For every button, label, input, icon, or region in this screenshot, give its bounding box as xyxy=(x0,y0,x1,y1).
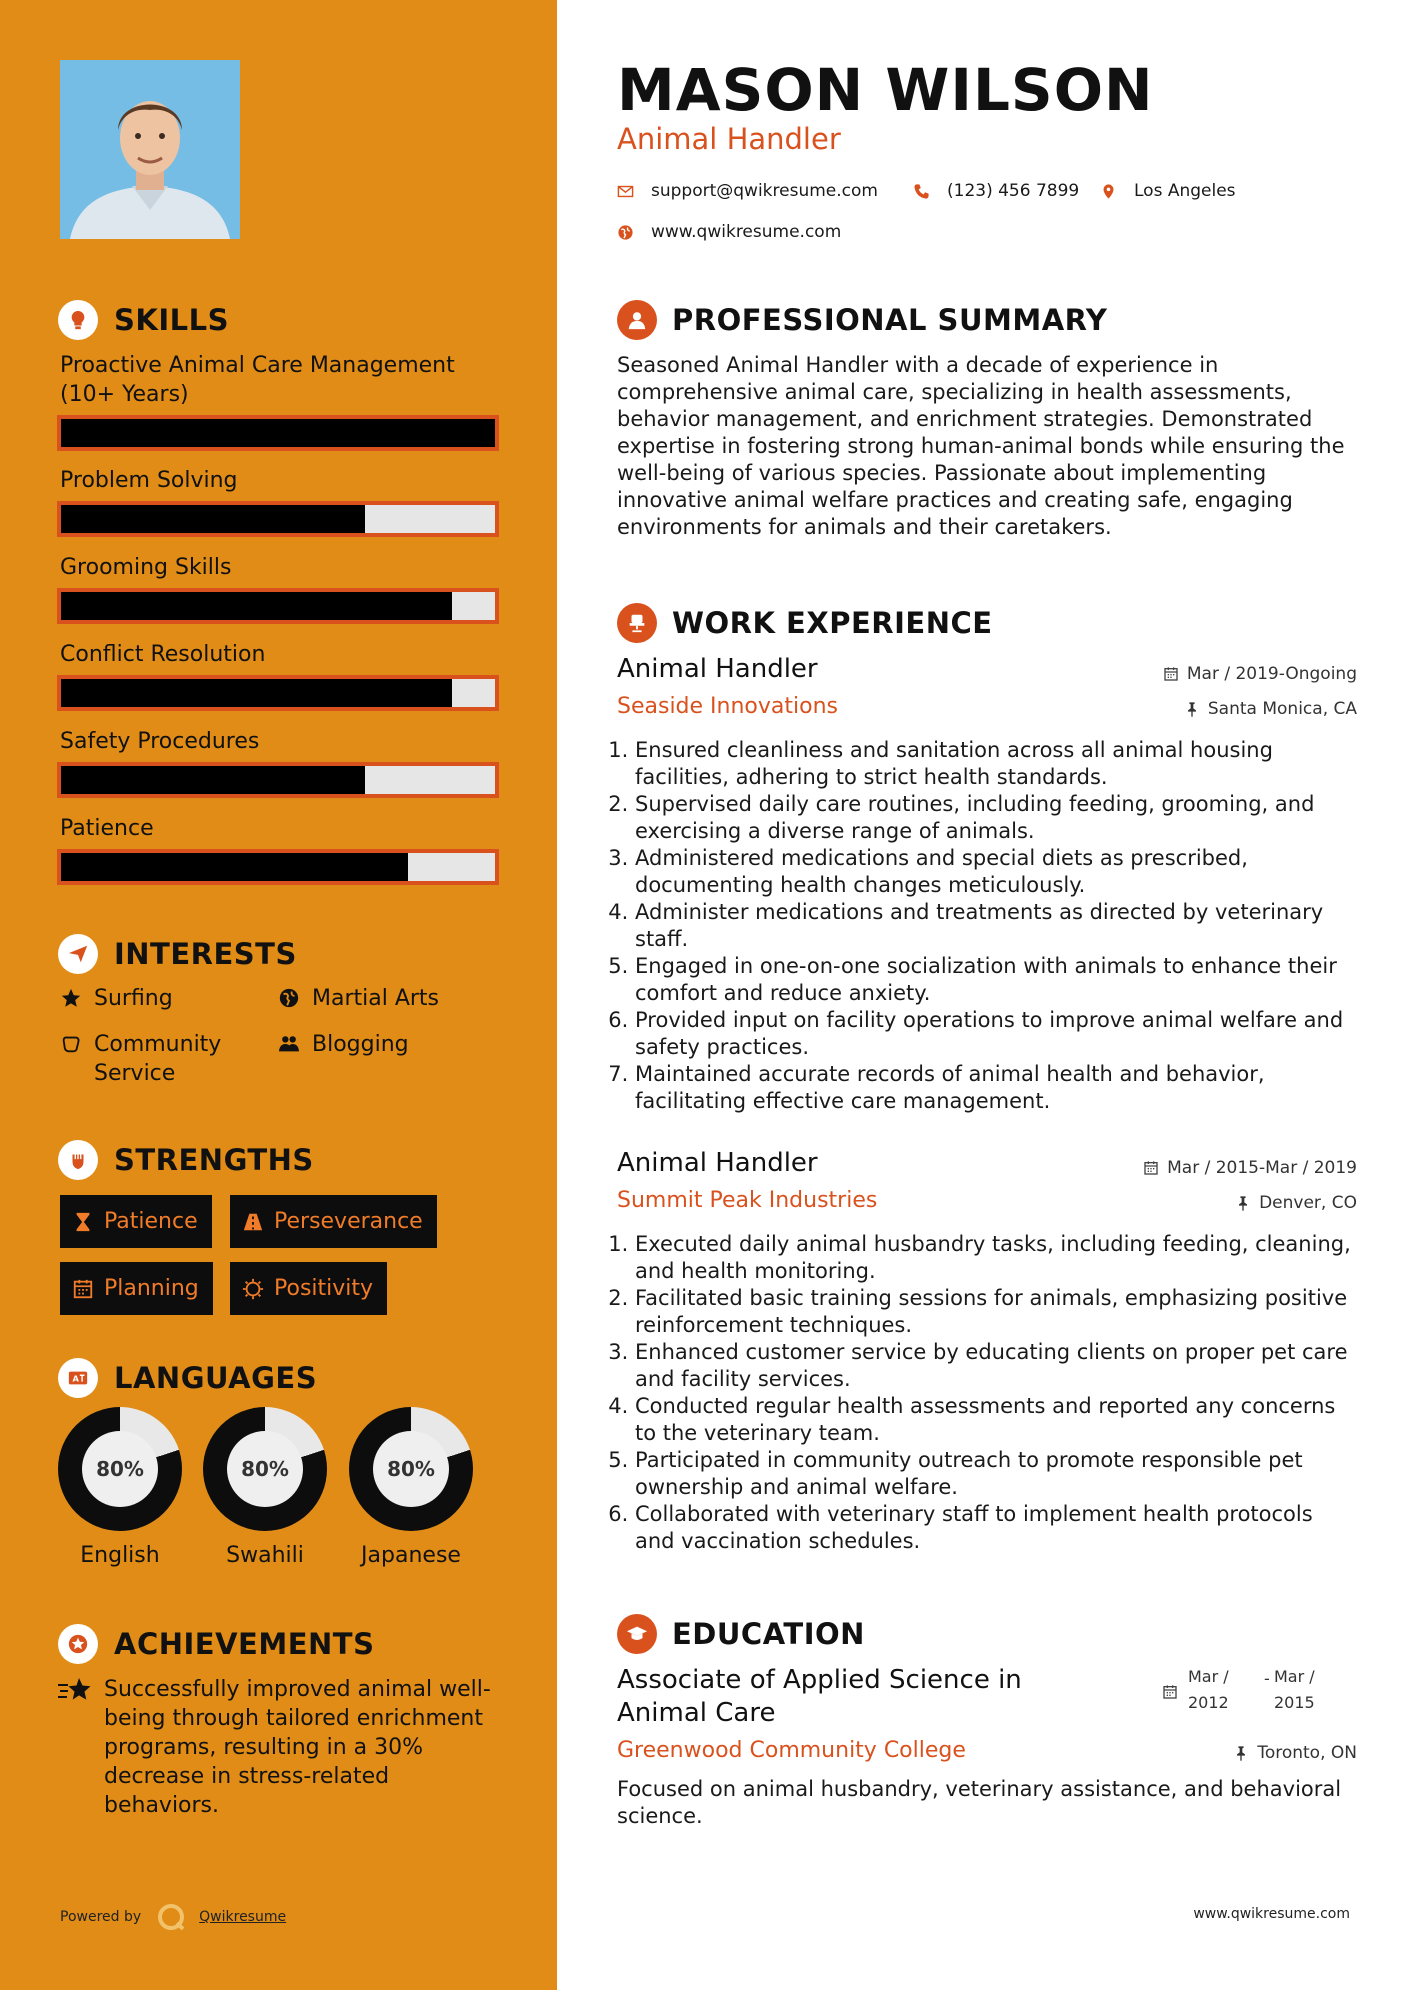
sun-icon xyxy=(242,1278,264,1300)
language-ring xyxy=(203,1407,327,1531)
trophy-star-icon xyxy=(58,1677,92,1705)
education-location-text: Toronto, ON xyxy=(1257,1743,1357,1763)
job-dates-text: Mar / 2015-Mar / 2019 xyxy=(1167,1158,1357,1178)
job-title: Animal Handler xyxy=(617,654,818,684)
road-icon xyxy=(242,1211,264,1233)
skill-item xyxy=(60,351,500,451)
education-location xyxy=(1233,1743,1357,1763)
experience-heading xyxy=(617,603,993,643)
language-name: Swahili xyxy=(226,1543,304,1568)
language-item xyxy=(203,1407,327,1568)
language-percent: 80% xyxy=(227,1431,303,1507)
job-bullet: 6. Collaborated with veterinary staff to implement health protocols and vaccination schedules. xyxy=(635,1501,1357,1555)
fist-icon xyxy=(58,1140,98,1180)
summary-title: PROFESSIONAL SUMMARY xyxy=(672,303,1108,337)
calendar-icon xyxy=(1143,1160,1159,1176)
strengths-heading xyxy=(58,1140,314,1180)
interest-label: Community Service xyxy=(94,1032,222,1086)
job-location xyxy=(1184,699,1357,719)
globe-icon xyxy=(278,987,300,1009)
calendar-icon xyxy=(1163,666,1179,682)
job-title: Animal Handler xyxy=(617,1148,818,1178)
skill-item xyxy=(60,727,500,798)
calendar-icon xyxy=(72,1278,94,1300)
summary-text: Seasoned Animal Handler with a decade of experience in comprehensive animal care, specializing in health assessments, behavior management, and enrichment strategies. Demonstrated expertise in fostering strong human-animal bonds while ensuring the well-being of various species. Passionate about implementing innovative animal welfare practices and creating safe, engaging environments for animals and their caretakers. xyxy=(617,353,1345,539)
skill-name: Patience xyxy=(60,816,154,841)
strength-tag xyxy=(60,1195,212,1248)
pushpin-icon xyxy=(1235,1195,1251,1211)
hand-icon xyxy=(60,1033,82,1055)
job-bullet: 4. Administer medications and treatments as directed by veterinary staff. xyxy=(635,899,1357,953)
skill-bar xyxy=(57,415,499,451)
skill-name: Grooming Skills xyxy=(60,555,232,580)
skill-bar-fill xyxy=(61,853,408,881)
phone-text: (123) 456 7899 xyxy=(947,181,1080,201)
education-start: Mar / 2012 xyxy=(1188,1667,1229,1712)
job-bullet: 3. Administered medications and special diets as prescribed, documenting health changes meticulously. xyxy=(635,845,1357,899)
footer-url[interactable]: www.qwikresume.com xyxy=(1193,1906,1350,1922)
summary-heading xyxy=(617,300,1107,340)
paper-plane-icon xyxy=(58,934,98,974)
job-bullet: 5. Participated in community outreach to promote responsible pet ownership and animal welfare. xyxy=(635,1447,1357,1501)
education-separator: - xyxy=(1264,1669,1270,1688)
location-text: Los Angeles xyxy=(1134,181,1236,201)
interest-item xyxy=(60,984,173,1013)
language-icon xyxy=(58,1358,98,1398)
interest-item xyxy=(278,984,439,1013)
job-bullet: 2. Facilitated basic training sessions for animals, emphasizing positive reinforcement techniques. xyxy=(635,1285,1357,1339)
skill-bar xyxy=(57,849,499,885)
skill-item xyxy=(60,814,500,885)
language-percent: 80% xyxy=(82,1431,158,1507)
skill-name: Proactive Animal Care Management (10+ Years) xyxy=(60,353,455,407)
job-dates-text: Mar / 2019-Ongoing xyxy=(1186,664,1357,684)
users-icon xyxy=(278,1033,300,1055)
job-bullet: 3. Enhanced customer service by educating clients on proper pet care and facility services. xyxy=(635,1339,1357,1393)
powered-by xyxy=(60,1903,286,1931)
strengths-title: STRENGTHS xyxy=(114,1143,314,1177)
interests-heading xyxy=(58,934,297,974)
achievements-title: ACHIEVEMENTS xyxy=(114,1627,375,1661)
language-item xyxy=(58,1407,182,1568)
job-location-text: Santa Monica, CA xyxy=(1207,699,1357,719)
phone-icon xyxy=(913,183,930,200)
contact-website[interactable] xyxy=(617,222,841,242)
envelope-icon xyxy=(617,183,634,200)
skill-bar-fill xyxy=(61,505,365,533)
language-item xyxy=(349,1407,473,1568)
skill-bar xyxy=(57,501,499,537)
skill-bar xyxy=(57,675,499,711)
strength-label: Planning xyxy=(104,1276,199,1301)
education-title: EDUCATION xyxy=(672,1617,865,1651)
strength-tag xyxy=(230,1195,437,1248)
education-end: Mar / 2015 xyxy=(1274,1667,1315,1712)
achievement-text: Successfully improved animal well-being through tailored enrichment programs, resulting in a 30% decrease in stress-related behaviors. xyxy=(104,1677,491,1818)
candidate-name: MASON WILSON xyxy=(617,56,1154,124)
skill-bar-fill xyxy=(61,419,495,447)
contact-phone[interactable] xyxy=(913,181,1079,201)
email-text: support@qwikresume.com xyxy=(651,181,878,201)
interest-item xyxy=(60,1030,250,1088)
job-bullet: 2. Supervised daily care routines, including feeding, grooming, and exercising a diverse range of animals. xyxy=(635,791,1357,845)
skill-item xyxy=(60,466,500,537)
interests-title: INTERESTS xyxy=(114,937,297,971)
skills-title: SKILLS xyxy=(114,303,229,337)
job-bullets xyxy=(617,737,1357,1115)
language-ring xyxy=(58,1407,182,1531)
svg-text:A: A xyxy=(72,1373,79,1384)
education-degree: Associate of Applied Science in Animal Care xyxy=(617,1665,1022,1728)
job-dates xyxy=(1143,1158,1357,1178)
powered-by-label: Powered by xyxy=(60,1909,142,1925)
globe-icon xyxy=(617,224,634,241)
job-bullet: 5. Engaged in one-on-one socialization with animals to enhance their comfort and reduce anxiety. xyxy=(635,953,1357,1007)
job-bullet: 1. Executed daily animal husbandry tasks, including feeding, cleaning, and health monitoring. xyxy=(635,1231,1357,1285)
skill-item xyxy=(60,553,500,624)
language-percent: 80% xyxy=(373,1431,449,1507)
skills-heading xyxy=(58,300,229,340)
job-location xyxy=(1235,1193,1357,1213)
language-ring xyxy=(349,1407,473,1531)
skill-bar xyxy=(57,588,499,624)
education-school: Greenwood Community College xyxy=(617,1738,966,1763)
skill-item xyxy=(60,640,500,711)
strength-label: Patience xyxy=(104,1209,198,1234)
skill-bar-fill xyxy=(61,679,452,707)
contact-email[interactable] xyxy=(617,181,878,201)
strength-tag xyxy=(230,1262,387,1315)
job-bullet: 1. Ensured cleanliness and sanitation across all animal housing facilities, adhering to strict health standards. xyxy=(635,737,1357,791)
calendar-icon xyxy=(1162,1684,1178,1700)
job-bullet: 7. Maintained accurate records of animal health and behavior, facilitating effective care management. xyxy=(635,1061,1357,1115)
skill-name: Problem Solving xyxy=(60,468,238,493)
job-company: Seaside Innovations xyxy=(617,694,838,719)
contact-location xyxy=(1100,181,1236,201)
interest-label: Surfing xyxy=(94,986,173,1011)
pushpin-icon xyxy=(1184,701,1200,717)
job-dates xyxy=(1163,664,1357,684)
job-bullets xyxy=(617,1231,1357,1555)
graduation-cap-icon xyxy=(617,1614,657,1654)
skill-bar-fill xyxy=(61,592,452,620)
languages-title: LANGUAGES xyxy=(114,1361,318,1395)
job-company: Summit Peak Industries xyxy=(617,1188,878,1213)
star-icon xyxy=(60,987,82,1009)
interest-item xyxy=(278,1030,409,1059)
education-description: Focused on animal husbandry, veterinary assistance, and behavioral science. xyxy=(617,1777,1342,1828)
sidebar xyxy=(0,0,557,1990)
lightbulb-icon xyxy=(58,300,98,340)
map-pin-icon xyxy=(1100,183,1117,200)
strength-label: Perseverance xyxy=(274,1209,423,1234)
languages-heading xyxy=(58,1358,317,1398)
profile-photo xyxy=(60,60,240,239)
qwikresume-logo-icon xyxy=(157,1903,185,1931)
achievements-heading xyxy=(58,1624,374,1664)
skill-bar-fill xyxy=(61,766,365,794)
website-text: www.qwikresume.com xyxy=(651,222,842,242)
skill-name: Safety Procedures xyxy=(60,729,260,754)
strength-tag xyxy=(60,1262,213,1315)
hourglass-icon xyxy=(72,1211,94,1233)
education-dates xyxy=(1162,1664,1334,1716)
user-icon xyxy=(617,300,657,340)
strength-label: Positivity xyxy=(274,1276,374,1301)
skill-bar xyxy=(57,762,499,798)
pushpin-icon xyxy=(1233,1745,1249,1761)
job-bullet: 6. Provided input on facility operations to improve animal welfare and safety practices. xyxy=(635,1007,1357,1061)
achievement-item xyxy=(58,1675,498,1820)
powered-by-link[interactable]: Qwikresume xyxy=(199,1909,287,1925)
experience-title: WORK EXPERIENCE xyxy=(672,606,993,640)
interest-label: Martial Arts xyxy=(312,986,440,1011)
interest-label: Blogging xyxy=(312,1032,409,1057)
star-badge-icon xyxy=(58,1624,98,1664)
education-heading xyxy=(617,1614,865,1654)
language-name: English xyxy=(80,1543,160,1568)
briefcase-chair-icon xyxy=(617,603,657,643)
skill-name: Conflict Resolution xyxy=(60,642,266,667)
language-name: Japanese xyxy=(361,1543,461,1568)
job-bullet: 4. Conducted regular health assessments and reported any concerns to the veterinary team. xyxy=(635,1393,1357,1447)
candidate-role: Animal Handler xyxy=(617,122,841,156)
job-location-text: Denver, CO xyxy=(1259,1193,1357,1213)
